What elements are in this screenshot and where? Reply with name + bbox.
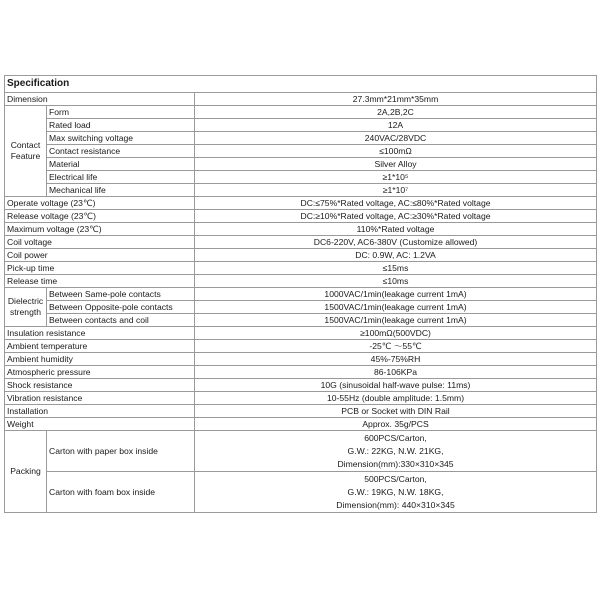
row-value: DC:≤75%*Rated voltage, AC:≤80%*Rated voltage [195, 197, 597, 210]
row-value: Approx. 35g/PCS [195, 418, 597, 431]
table-row [5, 262, 597, 275]
row-label: Form [47, 106, 195, 119]
row-value: 10G (sinusoidal half-wave pulse: 11ms) [195, 379, 597, 392]
row-label: Installation [5, 405, 195, 418]
row-label: Carton with paper box inside [47, 431, 195, 472]
group-label-contact: Contact Feature [5, 106, 47, 197]
row-label: Shock resistance [5, 379, 195, 392]
row-value: 45%-75%RH [195, 353, 597, 366]
group-label-dielectric: Dielectric strength [5, 288, 47, 327]
table-row [5, 106, 597, 119]
row-label: Ambient humidity [5, 353, 195, 366]
value-line: Dimension(mm):330×310×345 [337, 458, 454, 469]
table-row [5, 431, 597, 472]
row-value: 12A [195, 119, 597, 132]
value-line: 600PCS/Carton, [364, 432, 427, 443]
row-label: Rated load [47, 119, 195, 132]
row-label: Coil voltage [5, 236, 195, 249]
row-value: 1500VAC/1min(leakage current 1mA) [195, 314, 597, 327]
table-row [5, 119, 597, 132]
table-row [5, 392, 597, 405]
row-value: PCB or Socket with DIN Rail [195, 405, 597, 418]
row-value [195, 472, 597, 513]
row-value: 1500VAC/1min(leakage current 1mA) [195, 301, 597, 314]
table-row [5, 158, 597, 171]
row-label: Maximum voltage (23℃) [5, 223, 195, 236]
table-row [5, 145, 597, 158]
row-label: Insulation resistance [5, 327, 195, 340]
table-row [5, 288, 597, 301]
row-label: Between Opposite-pole contacts [47, 301, 195, 314]
table-row [5, 314, 597, 327]
row-value: ≤100mΩ [195, 145, 597, 158]
table-row [5, 340, 597, 353]
table-title-row [5, 76, 597, 93]
row-label: Release time [5, 275, 195, 288]
row-value: Silver Alloy [195, 158, 597, 171]
table-row [5, 171, 597, 184]
table-row [5, 472, 597, 513]
row-value [195, 431, 597, 472]
row-value: 10-55Hz (double amplitude: 1.5mm) [195, 392, 597, 405]
specification-table [4, 75, 597, 513]
row-label: Coil power [5, 249, 195, 262]
table-row [5, 197, 597, 210]
row-value: DC: 0.9W, AC: 1.2VA [195, 249, 597, 262]
table-row [5, 223, 597, 236]
value-line: G.W.: 19KG, N.W. 18KG, [347, 486, 444, 497]
table-title: Specification [5, 76, 597, 93]
table-row [5, 210, 597, 223]
table-row [5, 418, 597, 431]
row-label: Between contacts and coil [47, 314, 195, 327]
row-value: DC6-220V, AC6-380V (Customize allowed) [195, 236, 597, 249]
table-row [5, 236, 597, 249]
row-label: Operate voltage (23℃) [5, 197, 195, 210]
row-label: Atmospheric pressure [5, 366, 195, 379]
group-label-packing: Packing [5, 431, 47, 513]
row-label: Weight [5, 418, 195, 431]
table-row [5, 366, 597, 379]
row-value: ≥1*10⁵ [195, 171, 597, 184]
row-label: Material [47, 158, 195, 171]
row-value: 27.3mm*21mm*35mm [195, 93, 597, 106]
row-label: Electrical life [47, 171, 195, 184]
row-value: 86-106KPa [195, 366, 597, 379]
row-label: Ambient temperature [5, 340, 195, 353]
value-line: G.W.: 22KG, N.W. 21KG, [347, 445, 444, 456]
row-value: DC:≥10%*Rated voltage, AC:≥30%*Rated voltage [195, 210, 597, 223]
row-label: Vibration resistance [5, 392, 195, 405]
row-value: 240VAC/28VDC [195, 132, 597, 145]
table-row [5, 275, 597, 288]
row-label: Pick-up time [5, 262, 195, 275]
value-line: Dimension(mm): 440×310×345 [336, 499, 455, 510]
table-row [5, 301, 597, 314]
row-value: ≤10ms [195, 275, 597, 288]
table-row [5, 184, 597, 197]
table-row [5, 353, 597, 366]
row-value: ≥1*10⁷ [195, 184, 597, 197]
row-value: ≥100mΩ(500VDC) [195, 327, 597, 340]
table-row [5, 327, 597, 340]
row-label: Mechanical life [47, 184, 195, 197]
row-value: 1000VAC/1min(leakage current 1mA) [195, 288, 597, 301]
row-label: Dimension [5, 93, 195, 106]
row-value: 2A,2B,2C [195, 106, 597, 119]
row-label: Carton with foam box inside [47, 472, 195, 513]
row-label: Contact resistance [47, 145, 195, 158]
table-row [5, 405, 597, 418]
table-row [5, 249, 597, 262]
table-row [5, 132, 597, 145]
row-value: 110%*Rated voltage [195, 223, 597, 236]
row-label: Release voltage (23℃) [5, 210, 195, 223]
row-value: ≤15ms [195, 262, 597, 275]
row-value: -25℃ ～55℃ [195, 340, 597, 353]
row-label: Max switching voltage [47, 132, 195, 145]
table-row [5, 93, 597, 106]
table-row [5, 379, 597, 392]
value-line: 500PCS/Carton, [364, 473, 427, 484]
row-label: Between Same-pole contacts [47, 288, 195, 301]
